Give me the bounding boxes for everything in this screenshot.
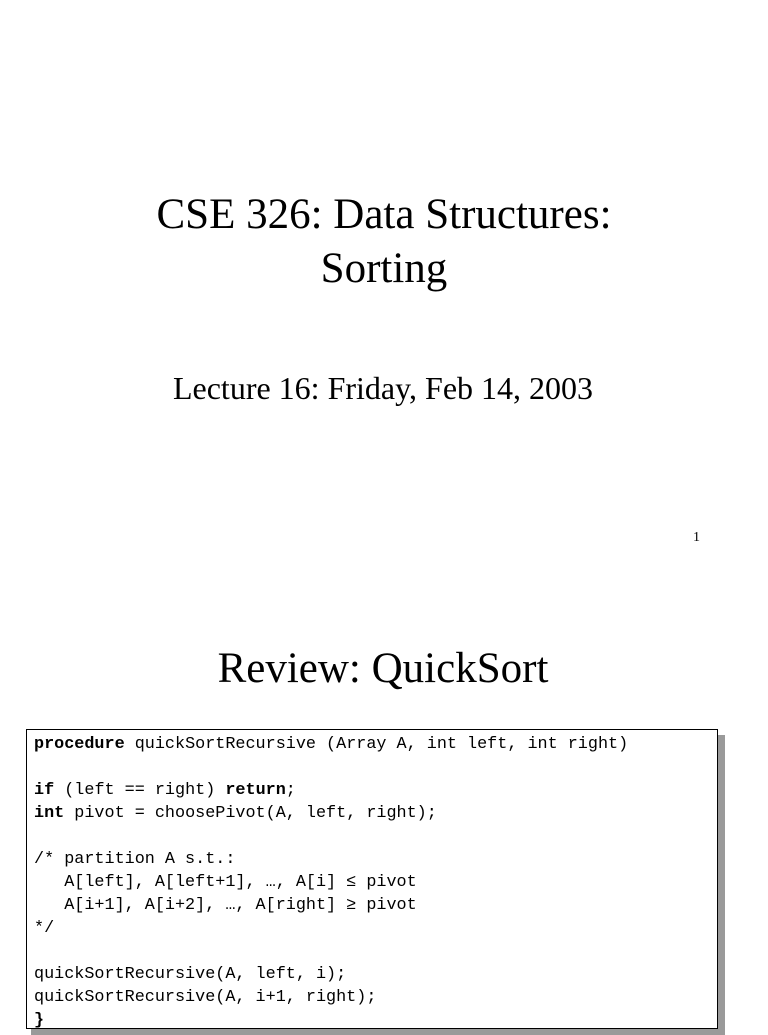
keyword-return: return: [225, 781, 286, 800]
code-line-13: }: [34, 1011, 45, 1030]
code-line-12: quickSortRecursive(A, i+1, right);: [34, 988, 377, 1007]
slide-title-line-1: CSE 326: Data Structures:: [156, 191, 612, 238]
keyword-if: if: [34, 781, 55, 800]
keyword-int: int: [34, 804, 65, 823]
code-line-3-condition: (left == right): [54, 781, 226, 800]
code-line-blank: [34, 825, 717, 848]
code-line-7: A[left], A[left+1], …, A[i] ≤ pivot: [34, 873, 417, 892]
code-line-9: */: [34, 919, 55, 938]
code-line-4-text: pivot = choosePivot(A, left, right);: [64, 804, 437, 823]
slide-subtitle: Lecture 16: Friday, Feb 14, 2003: [172, 370, 594, 406]
code-line-3: [34, 779, 717, 802]
slide-2-title: Review: QuickSort: [217, 645, 549, 692]
page-number: 1: [693, 530, 700, 545]
code-line-3-end: ;: [285, 781, 296, 800]
code-line-11: quickSortRecursive(A, left, i);: [34, 965, 347, 984]
code-line-6: /* partition A s.t.:: [34, 850, 236, 869]
code-line-4: [34, 802, 717, 825]
keyword-procedure: procedure: [34, 735, 125, 754]
slide-title: [0, 188, 768, 296]
code-block: [26, 729, 718, 1029]
code-line-1: [34, 733, 717, 756]
slide-title-line-2: Sorting: [320, 245, 448, 292]
code-line-blank: [34, 756, 717, 779]
code-line-8: A[i+1], A[i+2], …, A[right] ≥ pivot: [34, 896, 417, 915]
code-line-blank: [34, 940, 717, 963]
code-line-1-text: quickSortRecursive (Array A, int left, int right): [124, 735, 629, 754]
